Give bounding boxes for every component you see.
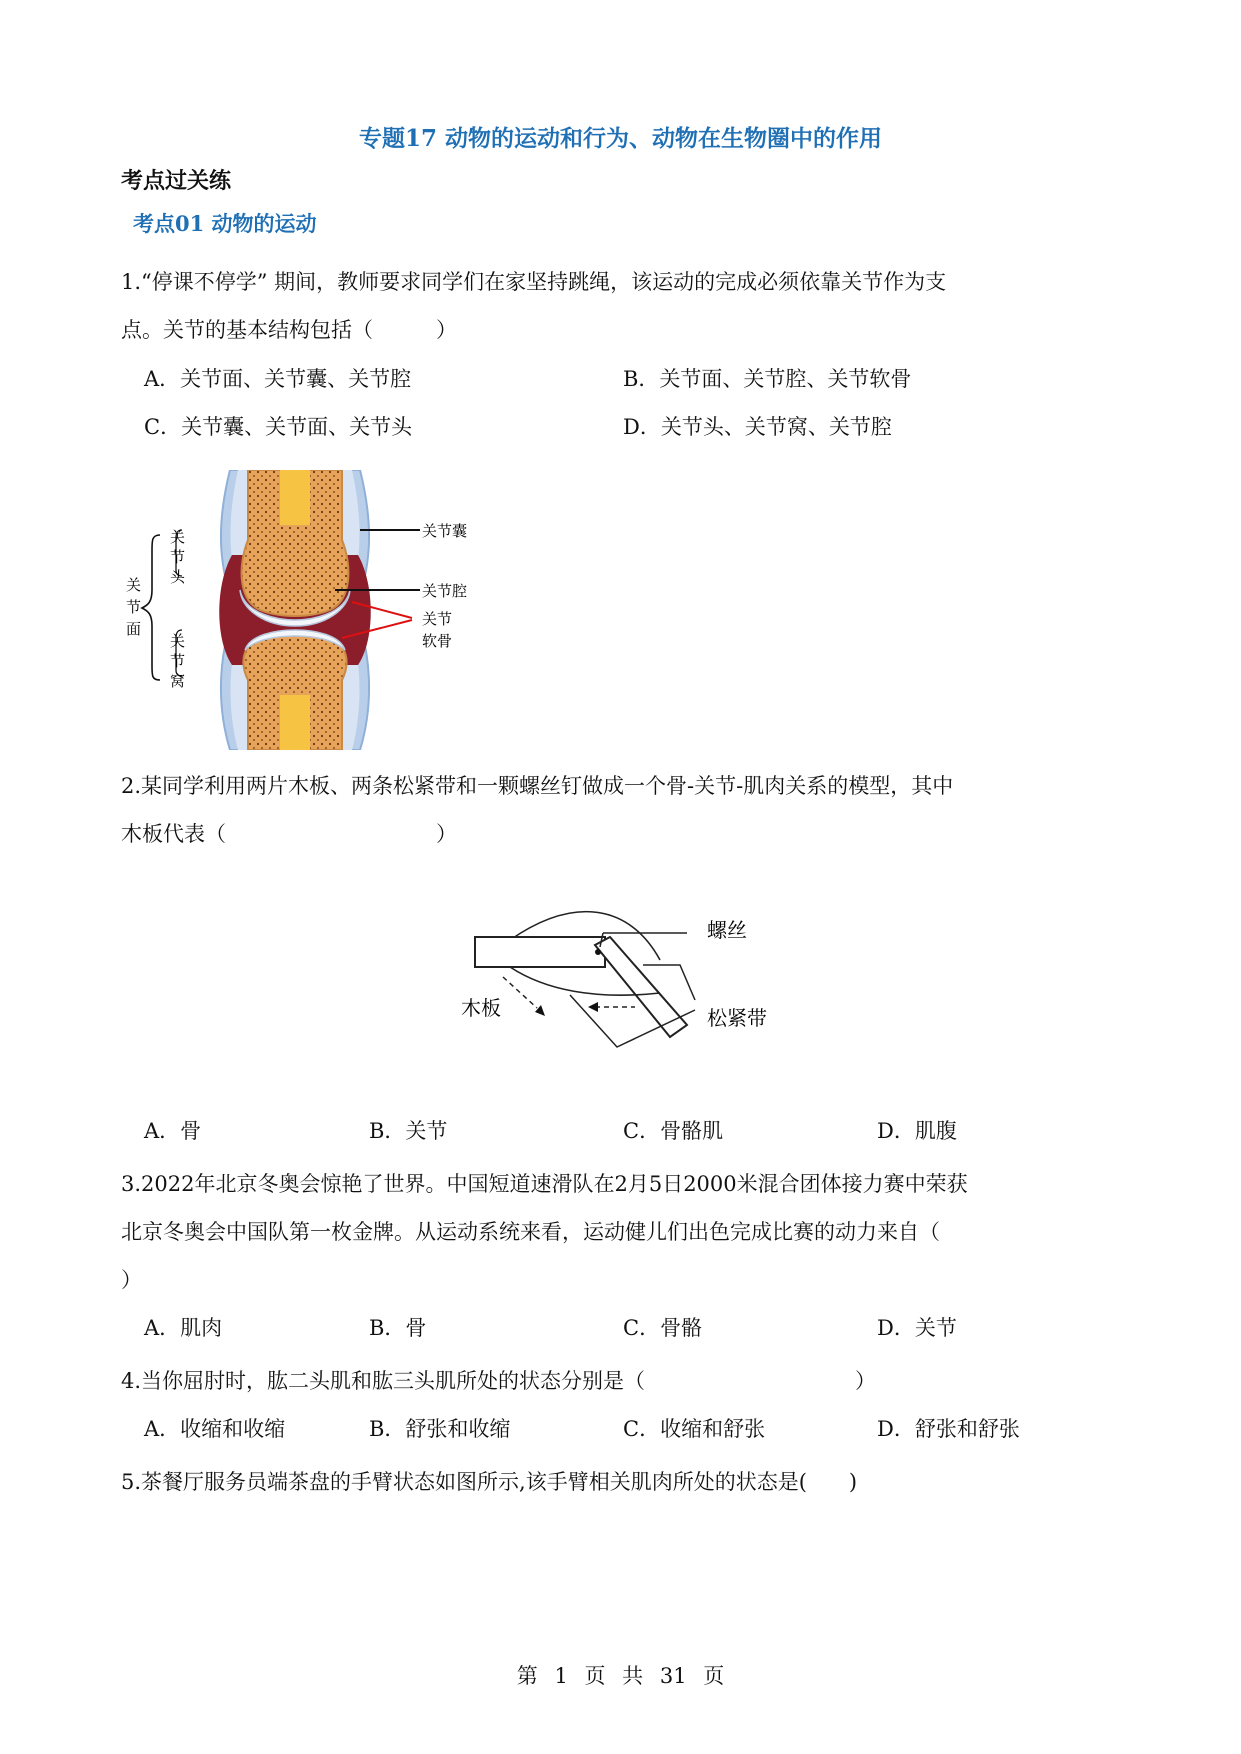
board-horizontal [475, 937, 605, 967]
label-cavity: 关节腔 [422, 582, 468, 600]
q2-option-c: C．骨骼肌 [623, 1119, 724, 1143]
label-face-2: 节 [126, 598, 142, 616]
label-head-3: 头 [170, 568, 186, 586]
question-3-line-1: 3.2022年北京冬奥会惊艳了世界。中国短道速滑队在2月5日2000米混合团体接力赛中荣获 [121, 1172, 968, 1196]
page-title: 专题17 动物的运动和行为、动物在生物圈中的作用 [358, 125, 882, 152]
q1-option-a: A．关节面、关节囊、关节腔 [144, 367, 412, 391]
q2-option-b: B．关节 [369, 1119, 448, 1143]
q3-option-b: B．骨 [369, 1316, 427, 1340]
label-fossa-3: 窝 [170, 672, 186, 690]
q1-option-c: C．关节囊、关节面、关节头 [144, 415, 413, 439]
question-1-line-1: 1.“停课不停学” 期间，教师要求同学们在家坚持跳绳，该运动的完成必须依靠关节作为支 [121, 270, 947, 294]
joint-surface-bracket [142, 535, 160, 680]
label-capsule: 关节囊 [422, 522, 468, 540]
joint-structure-figure [120, 470, 480, 750]
q3-option-c: C．骨骼 [623, 1316, 703, 1340]
screw-icon [595, 949, 601, 955]
label-fossa-2: 节 [170, 652, 186, 670]
dashed-arrow-down [503, 977, 537, 1008]
label-board: 木板 [461, 996, 501, 1020]
label-cartilage-1: 关节 [422, 610, 453, 628]
board-tilted [595, 937, 687, 1037]
question-3-line-3: ） [121, 1268, 142, 1292]
q3-option-a: A．肌肉 [144, 1316, 223, 1340]
q2-option-d: D．肌腹 [877, 1119, 957, 1143]
question-4-line-1: 4.当你屈肘时，肱二头肌和肱三头肌所处的状态分别是（ ） [121, 1369, 877, 1393]
subsection-heading: 考点01 动物的运动 [133, 211, 317, 236]
label-face-3: 面 [126, 620, 142, 638]
q4-option-b: B．舒张和收缩 [369, 1417, 511, 1441]
page-footer: 第 1 页 共 31 页 [516, 1664, 725, 1688]
question-1-line-2: 点。关节的基本结构包括（ ） [121, 318, 457, 342]
q2-option-a: A．骨 [144, 1119, 202, 1143]
q3-option-d: D．关节 [877, 1316, 957, 1340]
label-head-1: 关 [170, 528, 186, 546]
question-2-line-2: 木板代表（ ） [121, 822, 457, 846]
question-2-line-1: 2.某同学利用两片木板、两条松紧带和一颗螺丝钉做成一个骨-关节-肌肉关系的模型，其中 [121, 774, 954, 798]
question-5-line-1: 5.茶餐厅服务员端茶盘的手臂状态如图所示,该手臂相关肌肉所处的状态是( ) [121, 1470, 858, 1494]
q1-option-d: D．关节头、关节窝、关节腔 [623, 415, 892, 439]
label-head-2: 节 [170, 548, 186, 566]
q4-option-a: A．收缩和收缩 [144, 1417, 286, 1441]
label-cartilage-2: 软骨 [422, 632, 453, 650]
section-heading: 考点过关练 [121, 168, 232, 194]
label-fossa-1: 关 [170, 632, 186, 650]
question-3-line-2: 北京冬奥会中国队第一枚金牌。从运动系统来看，运动健儿们出色完成比赛的动力来自（ [121, 1220, 940, 1244]
label-elastic-band: 松紧带 [707, 1006, 767, 1030]
bone-joint-muscle-model-figure [455, 885, 805, 1065]
label-screw: 螺丝 [707, 918, 747, 942]
q4-option-c: C．收缩和舒张 [623, 1417, 766, 1441]
q4-option-d: D．舒张和舒张 [877, 1417, 1020, 1441]
label-face-1: 关 [126, 576, 142, 594]
q1-option-b: B．关节面、关节腔、关节软骨 [623, 367, 912, 391]
